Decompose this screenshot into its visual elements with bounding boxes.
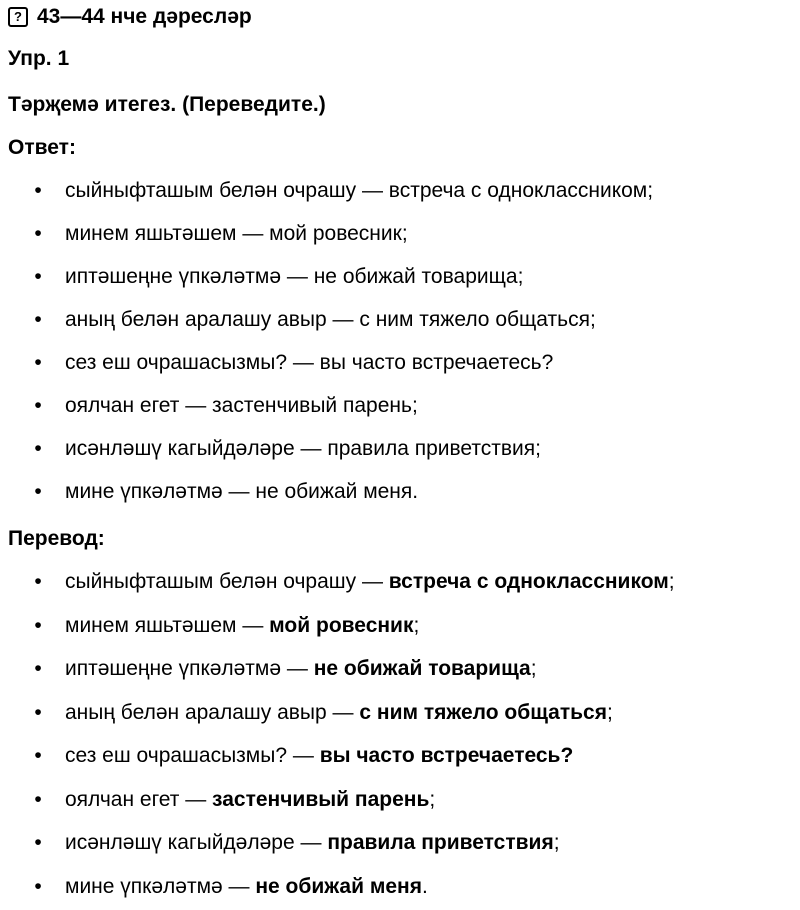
tatar-phrase: аның белән аралашу авыр — [65,701,360,724]
translation-item-text [65,785,435,815]
punctuation: ; [607,701,613,724]
translation-item-text [65,872,428,902]
answer-item-text: сыйныфташым белән очрашу — встреча с одноклассником; [65,179,654,202]
bullet: • [34,657,42,680]
bullet: • [34,788,42,811]
answer-heading: Ответ: [8,136,76,159]
punctuation: ; [553,831,560,854]
tatar-phrase: сез еш очрашасызмы? — [65,744,320,767]
translation-item-text [65,611,419,641]
help-icon[interactable]: ? [8,7,28,27]
tatar-phrase: сыйныфташым белән очрашу — [65,570,389,593]
tatar-phrase: исәнләшү кагыйдәләре — [65,831,328,854]
answer-item-text: мине үпкәләтмә — не обижай меня. [65,480,419,503]
bullet: • [34,701,42,724]
tatar-phrase: минем яшьтәшем — [65,614,270,637]
bullet: • [34,831,42,854]
tatar-phrase: оялчан егет — [65,788,213,811]
answer-item-text: оялчан егет — застенчивый парень; [65,394,418,417]
russian-translation: не обижай меня [255,875,422,898]
answer-item-text: исәнләшү кагыйдәләре — правила приветствия; [65,437,541,460]
bullet: • [34,614,42,637]
bullet: • [34,351,42,374]
answer-item-text: иптәшеңне үпкәләтмә — не обижай товарища; [65,265,524,288]
translation-item-text [65,698,613,728]
punctuation: ; [530,657,537,680]
bullet: • [34,265,42,288]
translation-heading: Перевод: [8,527,105,550]
russian-translation: не обижай товарища [313,657,531,680]
russian-translation: вы часто встречаетесь? [319,744,574,767]
punctuation: ; [668,570,675,593]
bullet: • [34,480,42,503]
russian-translation: застенчивый парень [212,788,430,811]
russian-translation: правила приветствия [327,831,554,854]
bullet: • [34,308,42,331]
lesson-title [8,2,252,32]
tatar-phrase: мине үпкәләтмә — [65,875,256,898]
exercise-number: Упр. 1 [8,47,70,70]
tatar-phrase: иптәшеңне үпкәләтмә — [65,657,314,680]
bullet: • [34,744,42,767]
answer-item-text: сез еш очрашасызмы? — вы часто встречаетесь? [65,351,554,374]
translation-item-text [65,654,537,684]
punctuation: ; [429,788,436,811]
russian-translation: встреча с одноклассником [388,570,669,593]
translation-item-text [65,567,675,597]
russian-translation: с ним тяжело общаться [359,701,607,724]
bullet: • [34,875,42,898]
russian-translation: мой ровесник [269,614,414,637]
bullet: • [34,179,42,202]
bullet: • [34,570,42,593]
punctuation: ; [413,614,420,637]
lesson-title-text: 43—44 нче дәресләр [37,5,252,28]
exercise-task: Тәрҗемә итегез. (Переведите.) [8,93,326,116]
punctuation: . [422,875,428,898]
answer-item-text: аның белән аралашу авыр — с ним тяжело общаться; [65,308,596,331]
bullet: • [34,394,42,417]
bullet: • [34,222,42,245]
bullet: • [34,437,42,460]
translation-item-text [65,741,573,771]
translation-item-text [65,828,560,858]
answer-item-text: минем яшьтәшем — мой ровесник; [65,222,408,245]
